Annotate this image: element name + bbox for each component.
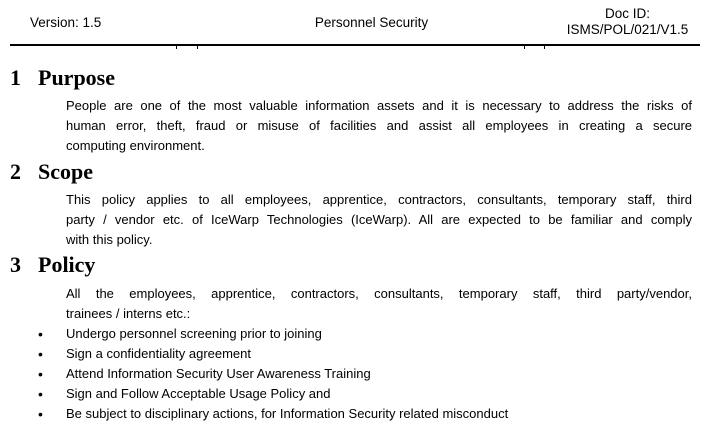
bullet-icon: • — [38, 346, 43, 362]
document-header — [10, 0, 700, 46]
paragraph-line: computing environment. — [66, 138, 205, 153]
header-spacer — [535, 0, 555, 44]
bullet-text: Sign and Follow Acceptable Usage Policy and — [66, 386, 331, 401]
bullet-text: Sign a confidentiality agreement — [66, 346, 252, 361]
table-border-tick — [197, 46, 198, 49]
bullet-icon: • — [38, 406, 43, 422]
list-item — [38, 384, 692, 404]
header-version-cell — [10, 0, 187, 44]
version-label: Version: 1.5 — [30, 14, 102, 30]
header-title-cell — [208, 0, 535, 44]
section-title: Scope — [38, 159, 93, 184]
bullet-icon: • — [38, 386, 43, 402]
paragraph-line: with this policy. — [66, 232, 153, 247]
section-title: Policy — [38, 252, 96, 277]
section-number: 2 — [10, 159, 21, 184]
section-number: 3 — [10, 252, 21, 277]
paragraph-line: All the employees, apprentice, contractors, consultants, temporary staff, third party/vendor, — [66, 286, 692, 301]
doc-id-value: ISMS/POL/021/V1.5 — [566, 22, 689, 37]
bullet-text: Be subject to disciplinary actions, for Information Security related misconduct — [66, 406, 509, 421]
table-border-tick — [524, 46, 525, 49]
section-heading-purpose — [10, 64, 115, 92]
section-heading-policy — [10, 251, 95, 279]
bullet-icon: • — [38, 366, 43, 382]
paragraph-line: trainees / interns etc.: — [66, 306, 191, 321]
table-border-tick — [544, 46, 545, 49]
doc-id-label: Doc ID: — [604, 6, 650, 21]
list-item — [38, 324, 692, 344]
section-heading-scope — [10, 158, 93, 186]
section-number: 1 — [10, 65, 21, 90]
paragraph-line: human error, theft, fraud or misuse of facilities and assist all employees in creating a secure — [66, 118, 692, 133]
paragraph-line: party / vendor etc. of IceWarp Technologies (IceWarp). All are expected to be familiar and comply — [66, 212, 692, 227]
paragraph-line: People are one of the most valuable information assets and it is necessary to address the risks of — [66, 98, 692, 113]
list-item — [38, 364, 692, 384]
header-docid-cell — [555, 0, 700, 44]
table-border-tick — [176, 46, 177, 49]
header-spacer — [187, 0, 208, 44]
list-item — [38, 344, 692, 364]
bullet-text: Attend Information Security User Awareness Training — [66, 366, 371, 381]
paragraph-line: This policy applies to all employees, apprentice, contractors, consultants, temporary staff, third — [66, 192, 692, 207]
scope-paragraph — [66, 190, 692, 250]
document-title: Personnel Security — [314, 14, 429, 30]
list-item — [38, 404, 692, 423]
section-title: Purpose — [38, 65, 115, 90]
bullet-text: Undergo personnel screening prior to joining — [66, 326, 322, 341]
policy-intro-paragraph — [66, 284, 692, 324]
bullet-icon: • — [38, 326, 43, 342]
policy-bullet-list — [38, 324, 692, 423]
purpose-paragraph — [66, 96, 692, 156]
